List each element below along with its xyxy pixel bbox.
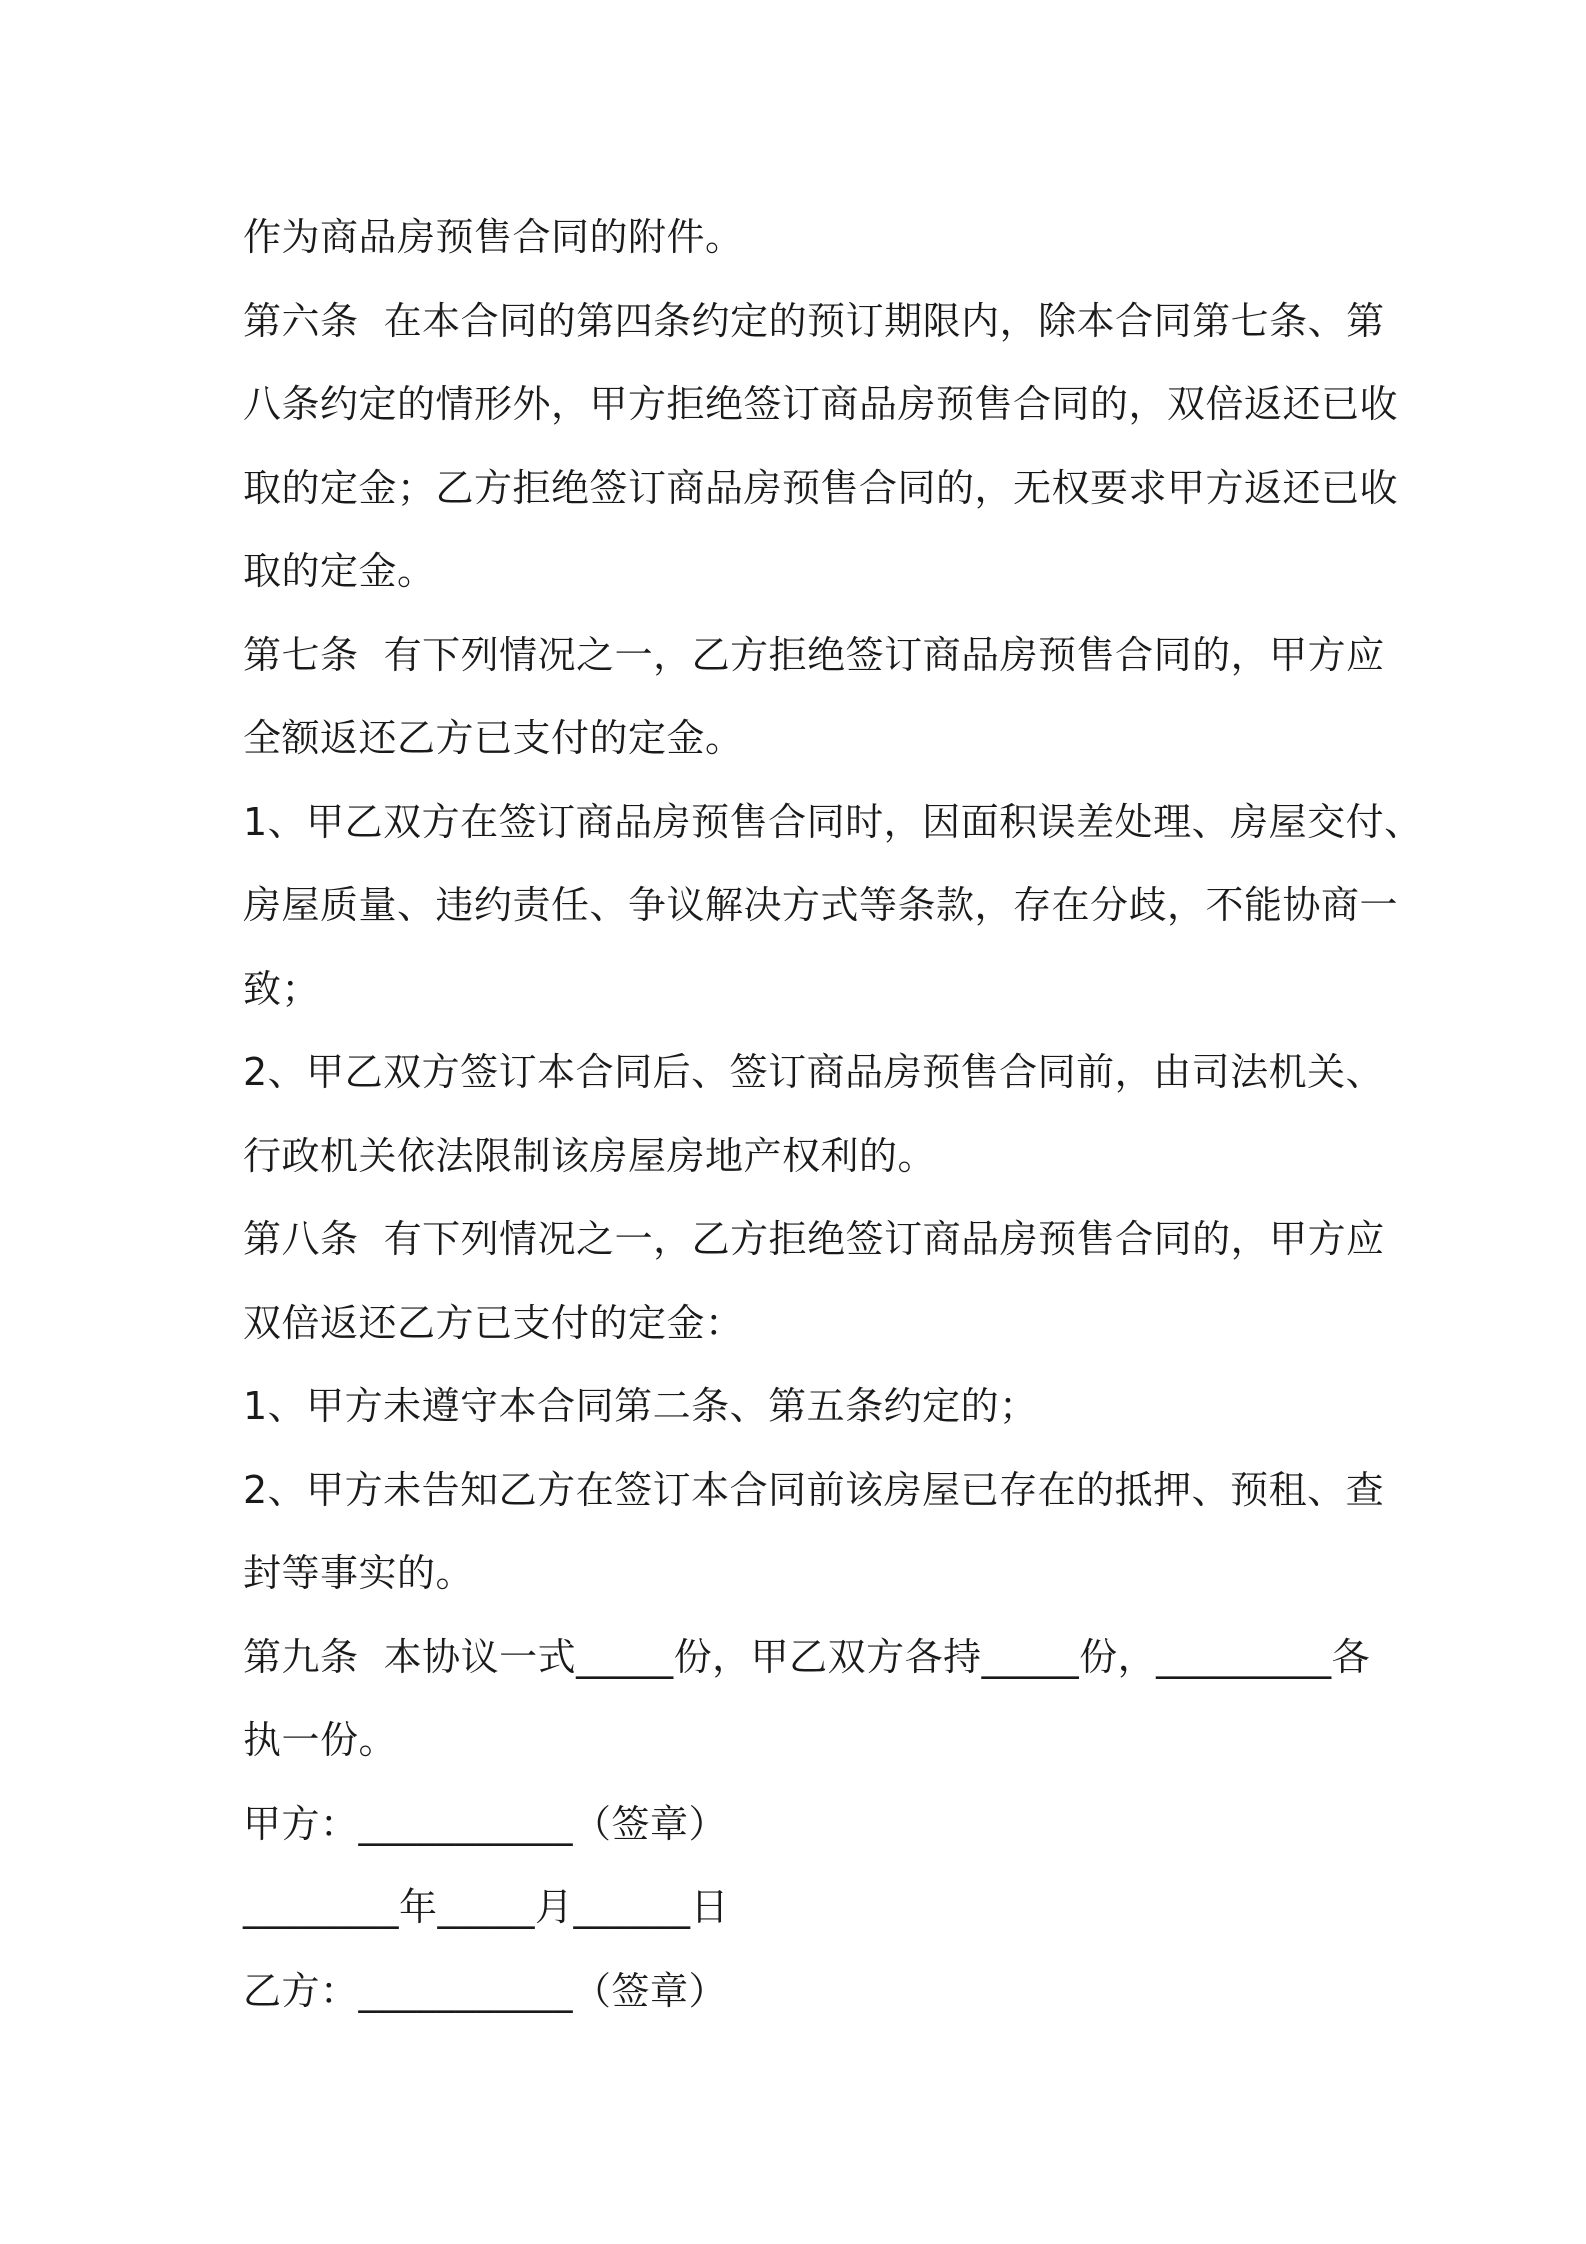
text-line-article-6: 取的定金；乙方拒绝签订商品房预售合同的，无权要求甲方返还已收 bbox=[243, 465, 1399, 510]
text-line-article-7-item-1: 致； bbox=[243, 966, 321, 1011]
text-line-article-7: 第七条 有下列情况之一，乙方拒绝签订商品房预售合同的，甲方应 bbox=[243, 632, 1385, 677]
text-line-article-7-item-1: 房屋质量、违约责任、争议解决方式等条款，存在分歧，不能协商一 bbox=[243, 883, 1399, 927]
text-line-article-7-item-2: 行政机关依法限制该房屋房地产权利的。 bbox=[243, 1133, 937, 1178]
text-line-article-9: 第九条 本协议一式_____份，甲乙双方各持_____份，_________各 bbox=[243, 1634, 1371, 1679]
text-line-article-7-item-1: 1、甲乙双方在签订商品房预售合同时，因面积误差处理、房屋交付、 bbox=[243, 799, 1423, 844]
text-line-article-6: 第六条 在本合同的第四条约定的预订期限内，除本合同第七条、第 bbox=[243, 298, 1385, 343]
date-line: ________年_____月______日 bbox=[243, 1885, 730, 1929]
party-b-signature-line: 乙方：___________（签章） bbox=[243, 1968, 728, 2013]
text-line-article-7-item-2: 2、甲乙双方签订本合同后、签订商品房预售合同前，由司法机关、 bbox=[243, 1050, 1385, 1094]
party-a-signature-line: 甲方：___________（签章） bbox=[243, 1801, 728, 1846]
text-line-article-6: 八条约定的情形外，甲方拒绝签订商品房预售合同的，双倍返还已收 bbox=[243, 382, 1399, 426]
text-line-article-8-item-1: 1、甲方未遵守本合同第二条、第五条约定的； bbox=[243, 1384, 1038, 1428]
text-line-article-8-item-2: 2、甲方未告知乙方在签订本合同前该房屋已存在的抵押、预租、查 bbox=[243, 1467, 1385, 1512]
text-line-attachment: 作为商品房预售合同的附件。 bbox=[243, 215, 744, 259]
text-line-article-9: 执一份。 bbox=[243, 1718, 398, 1762]
text-line-article-7: 全额返还乙方已支付的定金。 bbox=[243, 716, 744, 760]
text-line-article-8: 双倍返还乙方已支付的定金： bbox=[243, 1300, 744, 1345]
text-line-article-6: 取的定金。 bbox=[243, 549, 436, 593]
text-line-article-8-item-2: 封等事实的。 bbox=[243, 1551, 475, 1595]
document-body bbox=[243, 196, 1423, 2033]
text-line-article-8: 第八条 有下列情况之一，乙方拒绝签订商品房预售合同的，甲方应 bbox=[243, 1217, 1385, 1261]
